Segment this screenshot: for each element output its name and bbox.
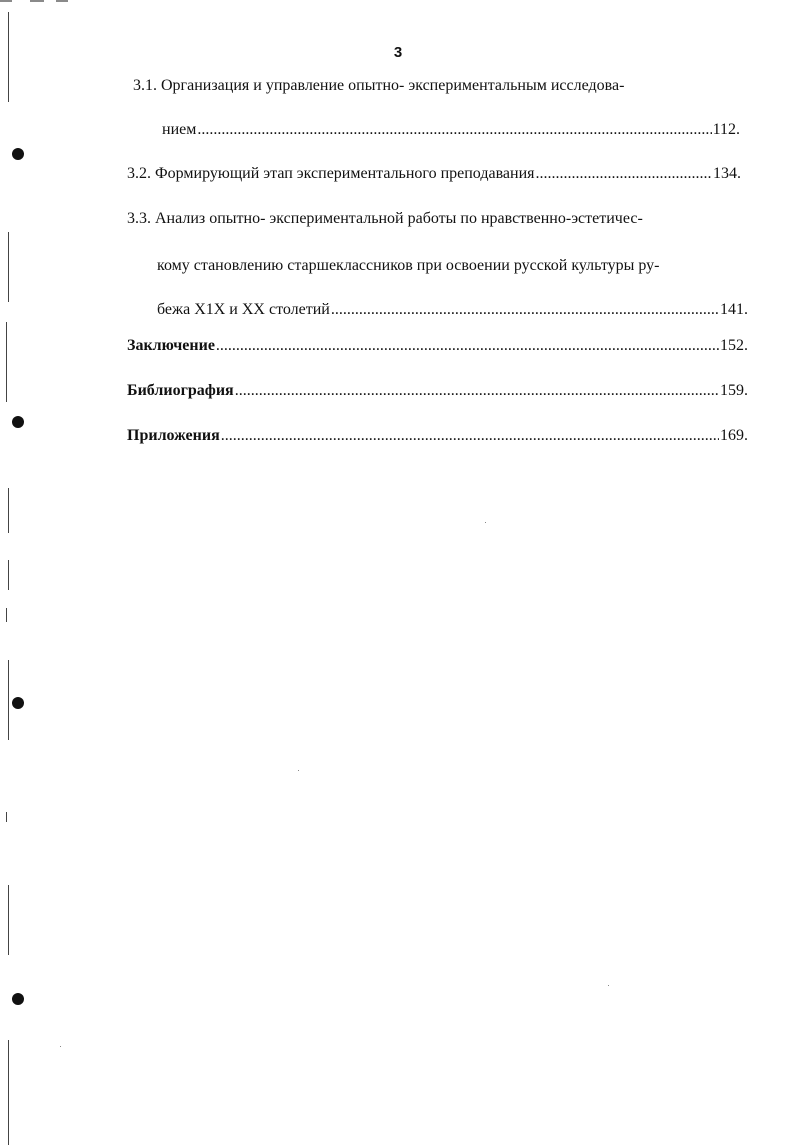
dot-leader (216, 336, 719, 356)
toc-entry-appendix-title: Приложения (127, 427, 220, 444)
scan-edge-line (6, 812, 7, 822)
toc-entry-3-2-title: 3.2. Формирующий этап экспериментального преподавания (127, 165, 535, 182)
punch-hole (12, 993, 24, 1005)
toc-entry-appendix (127, 426, 748, 446)
dot-leader (197, 120, 711, 140)
toc-entry-3-3-line2 (157, 256, 757, 276)
scan-speck (298, 770, 299, 771)
toc-entry-conclusion-page: 152. (720, 337, 748, 354)
toc-entry-3-1-page: 112. (712, 121, 740, 138)
scan-edge-line (6, 608, 7, 622)
scan-speck (60, 1046, 61, 1047)
punch-hole (12, 697, 24, 709)
dot-leader (331, 300, 719, 320)
punch-hole (12, 148, 24, 160)
scan-edge-line (6, 322, 7, 402)
toc-entry-bibliography-title: Библиография (127, 382, 234, 399)
toc-entry-3-3-line3 (157, 300, 748, 320)
toc-entry-3-1-title-cont: нием (162, 121, 197, 138)
toc-entry-bibliography-page: 159. (720, 382, 748, 399)
scan-mark (30, 0, 44, 2)
punch-hole (12, 416, 24, 428)
toc-entry-3-3-title-end: бежа Х1Х и ХХ столетий (157, 301, 330, 318)
scan-edge-line (8, 488, 9, 533)
scan-edge-line (8, 660, 9, 740)
toc-entry-3-3-title: 3.3. Анализ опытно- экспериментальной работы по нравственно-эстетичес- (127, 210, 643, 227)
toc-entry-3-3-page: 141. (720, 301, 748, 318)
scan-speck (608, 985, 609, 986)
toc-entry-3-2 (127, 164, 741, 184)
toc-entry-conclusion (127, 336, 748, 356)
toc-entry-3-1-line2 (162, 120, 740, 140)
toc-entry-3-1-line1 (133, 76, 753, 96)
scan-edge-line (8, 232, 9, 302)
dot-leader (221, 426, 719, 446)
toc-entry-3-1-title: 3.1. Организация и управление опытно- экспериментальным исследова- (133, 77, 625, 94)
scan-edge-line (8, 1040, 9, 1145)
scan-edge-line (8, 560, 9, 590)
scan-mark (0, 0, 12, 2)
toc-entry-appendix-page: 169. (720, 427, 748, 444)
toc-entry-3-3-title-cont: кому становлению старшеклассников при освоении русской культуры ру- (157, 257, 660, 274)
toc-entry-3-2-page: 134. (713, 165, 741, 182)
scan-edge-line (8, 885, 9, 955)
scan-speck (485, 522, 486, 523)
page-number: 3 (393, 44, 403, 61)
toc-entry-conclusion-title: Заключение (127, 337, 215, 354)
dot-leader (235, 381, 719, 401)
toc-entry-bibliography (127, 381, 748, 401)
scan-mark (56, 0, 68, 2)
toc-entry-3-3-line1 (127, 209, 747, 229)
dot-leader (536, 164, 712, 184)
